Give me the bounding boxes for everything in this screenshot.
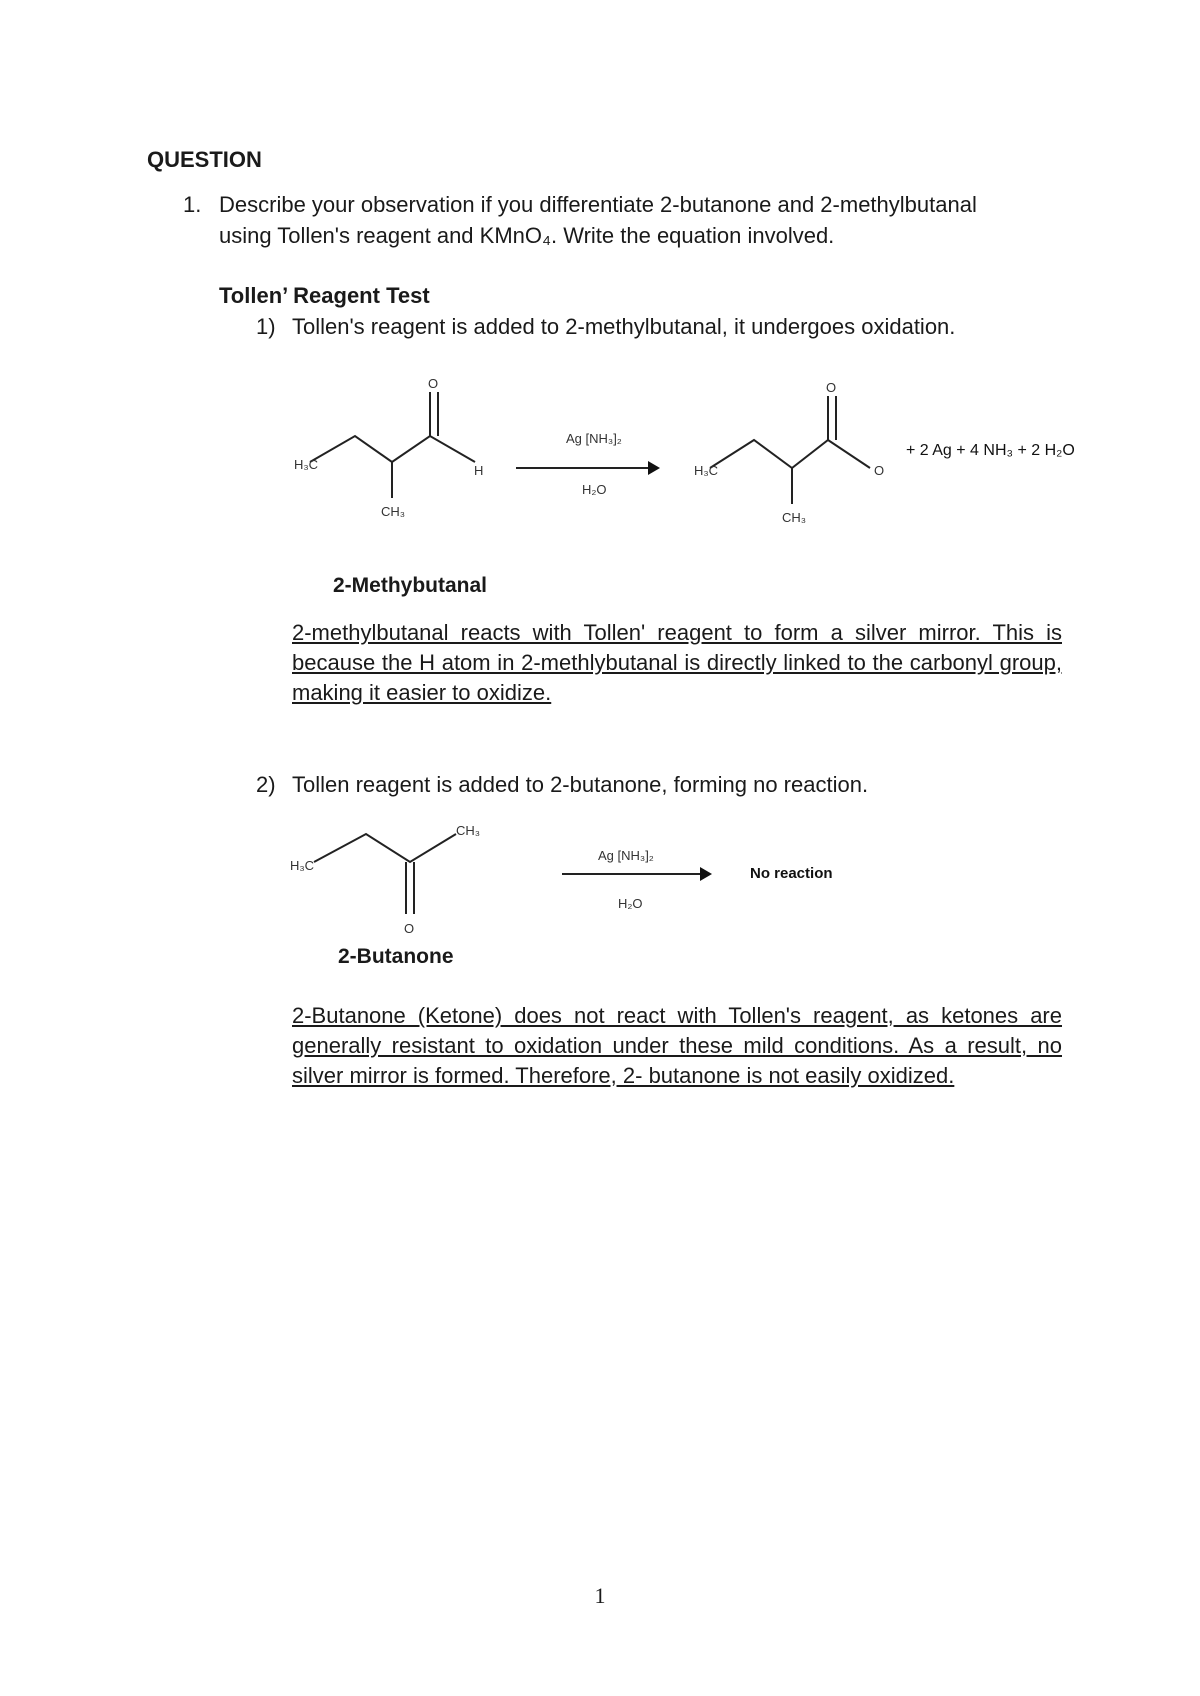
compound-name-2-butanone: 2-Butanone (338, 945, 454, 968)
section-title: Tollen’ Reagent Test (219, 283, 430, 308)
question-number: 1. (183, 192, 202, 217)
product-carboxylate-structure (694, 380, 884, 525)
reactant-o-label: O (428, 376, 439, 391)
product-o-top-label: O (826, 380, 837, 395)
product-ch3-label: CH₃ (782, 510, 807, 525)
reactant-h3c-label: H₃C (294, 457, 319, 472)
reaction-arrow-1 (516, 431, 660, 497)
butanone-o-label: O (404, 921, 415, 936)
step1-number: 1) (256, 314, 276, 339)
arrow2-reagent-top: Ag [NH₃]₂ (598, 848, 654, 863)
step2-text: Tollen reagent is added to 2-butanone, forming no reaction. (292, 772, 869, 797)
product-o-minus-label: O (874, 463, 885, 478)
no-reaction-label: No reaction (750, 865, 833, 882)
question-heading: QUESTION (147, 147, 262, 172)
arrow2-reagent-bottom: H₂O (618, 896, 643, 911)
reaction-arrow-2 (562, 848, 712, 911)
question-line-2: using Tollen's reagent and KMnO₄. Write the equation involved. (219, 223, 835, 248)
reaction-2-scheme (280, 818, 880, 938)
butanone-ch3-label: CH₃ (456, 823, 481, 838)
reactant-h-label: H (474, 463, 484, 478)
arrow1-reagent-top: Ag [NH₃]₂ (566, 431, 622, 446)
question-line-1: Describe your observation if you differentiate 2-butanone and 2-methylbutanal (219, 192, 977, 217)
step1-text: Tollen's reagent is added to 2-methylbutanal, it undergoes oxidation. (292, 314, 956, 339)
reactant-2-methylbutanal-structure (294, 376, 483, 519)
page-number: 1 (594, 1583, 606, 1608)
reactant-ch3-label: CH₃ (381, 504, 406, 519)
step2-explanation: 2-Butanone (Ketone) does not react with Tollen's reagent, as ketones are generally resistant to oxidation under these mild conditions. As a result, no silver mirror is formed. Therefore, 2- butanone is not easily oxidized. (292, 1003, 1062, 1088)
reactant-2-butanone-structure (290, 823, 480, 936)
step1-explanation: 2-methylbutanal reacts with Tollen' reagent to form a silver mirror. This is because the H atom in 2-methlybutanal is directly linked to the carbonyl group, making it easier to oxidize. (292, 620, 1062, 705)
compound-name-2-methylbutanal: 2-Methybutanal (333, 574, 488, 597)
step2-number: 2) (256, 772, 276, 797)
byproducts-text: + 2 Ag + 4 NH₃ + 2 H₂O (906, 442, 1075, 459)
reaction-1-scheme (280, 370, 1140, 540)
butanone-h3c-label: H₃C (290, 858, 315, 873)
product-h3c-label: H₃C (694, 463, 719, 478)
arrow1-reagent-bottom: H₂O (582, 482, 607, 497)
